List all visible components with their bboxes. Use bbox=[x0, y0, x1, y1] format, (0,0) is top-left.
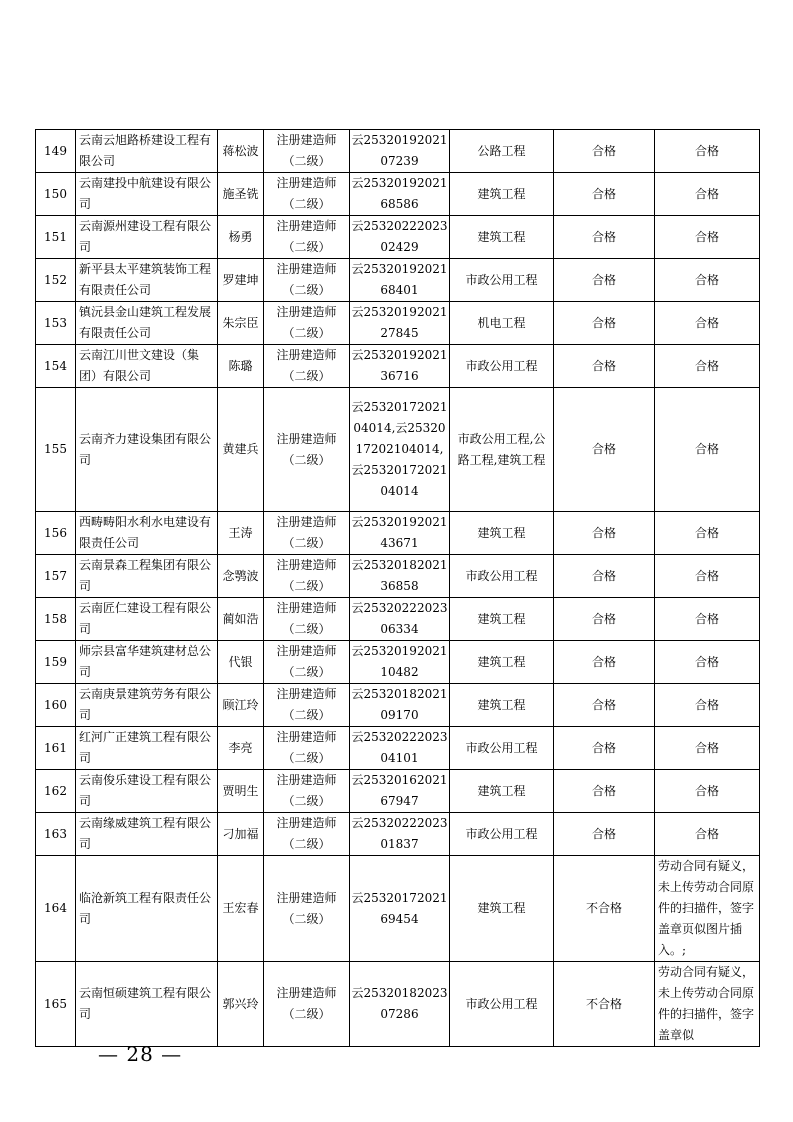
table-row bbox=[36, 770, 760, 813]
specialty: 建筑工程 bbox=[450, 856, 554, 962]
registration-number: 云2532018202109170 bbox=[350, 684, 450, 727]
person-name: 黄建兵 bbox=[218, 388, 264, 512]
company-name: 云南源州建设工程有限公司 bbox=[76, 216, 218, 259]
table-row bbox=[36, 130, 760, 173]
table-row bbox=[36, 856, 760, 962]
certificate-type: 注册建造师（二级） bbox=[264, 130, 350, 173]
row-number: 157 bbox=[36, 555, 76, 598]
specialty: 公路工程 bbox=[450, 130, 554, 173]
inspection-result: 合格 bbox=[655, 345, 760, 388]
table-row bbox=[36, 598, 760, 641]
table-row bbox=[36, 727, 760, 770]
specialty: 建筑工程 bbox=[450, 641, 554, 684]
specialty: 市政公用工程 bbox=[450, 259, 554, 302]
person-name: 刁加福 bbox=[218, 813, 264, 856]
company-name: 镇沅县金山建筑工程发展有限责任公司 bbox=[76, 302, 218, 345]
registration-number: 云2532019202136716 bbox=[350, 345, 450, 388]
table-row bbox=[36, 512, 760, 555]
inspection-result: 合格 bbox=[655, 684, 760, 727]
table-row bbox=[36, 388, 760, 512]
certificate-type: 注册建造师（二级） bbox=[264, 345, 350, 388]
verification-result: 合格 bbox=[554, 598, 655, 641]
row-number: 165 bbox=[36, 962, 76, 1047]
row-number: 150 bbox=[36, 173, 76, 216]
certificate-type: 注册建造师（二级） bbox=[264, 770, 350, 813]
verification-result: 合格 bbox=[554, 813, 655, 856]
table-row bbox=[36, 813, 760, 856]
row-number: 156 bbox=[36, 512, 76, 555]
registration-number: 云2532016202167947 bbox=[350, 770, 450, 813]
row-number: 153 bbox=[36, 302, 76, 345]
specialty: 市政公用工程 bbox=[450, 345, 554, 388]
row-number: 155 bbox=[36, 388, 76, 512]
company-name: 云南云旭路桥建设工程有限公司 bbox=[76, 130, 218, 173]
row-number: 149 bbox=[36, 130, 76, 173]
registration-number: 云2532022202302429 bbox=[350, 216, 450, 259]
person-name: 施圣铣 bbox=[218, 173, 264, 216]
person-name: 王涛 bbox=[218, 512, 264, 555]
verification-result: 合格 bbox=[554, 388, 655, 512]
row-number: 160 bbox=[36, 684, 76, 727]
registration-number: 云2532018202307286 bbox=[350, 962, 450, 1047]
certificate-type: 注册建造师（二级） bbox=[264, 856, 350, 962]
specialty: 建筑工程 bbox=[450, 173, 554, 216]
verification-result: 合格 bbox=[554, 130, 655, 173]
verification-result: 合格 bbox=[554, 727, 655, 770]
certificate-type: 注册建造师（二级） bbox=[264, 388, 350, 512]
verification-result: 合格 bbox=[554, 512, 655, 555]
page-number: — 28 — bbox=[98, 1042, 183, 1066]
table-row bbox=[36, 684, 760, 727]
company-name: 师宗县富华建筑建材总公司 bbox=[76, 641, 218, 684]
specialty: 建筑工程 bbox=[450, 770, 554, 813]
person-name: 杨勇 bbox=[218, 216, 264, 259]
table-row bbox=[36, 641, 760, 684]
row-number: 163 bbox=[36, 813, 76, 856]
table-row bbox=[36, 173, 760, 216]
verification-result: 合格 bbox=[554, 555, 655, 598]
verification-result: 合格 bbox=[554, 259, 655, 302]
inspection-result: 劳动合同有疑义，未上传劳动合同原件的扫描件，签字盖章页似图片插入。; bbox=[655, 856, 760, 962]
company-name: 临沧新筑工程有限责任公司 bbox=[76, 856, 218, 962]
row-number: 154 bbox=[36, 345, 76, 388]
inspection-result: 合格 bbox=[655, 727, 760, 770]
person-name: 顾江玲 bbox=[218, 684, 264, 727]
registration-number: 云2532022202304101 bbox=[350, 727, 450, 770]
row-number: 151 bbox=[36, 216, 76, 259]
person-name: 贾明生 bbox=[218, 770, 264, 813]
company-name: 云南江川世文建设（集团）有限公司 bbox=[76, 345, 218, 388]
verification-result: 合格 bbox=[554, 216, 655, 259]
verification-result: 合格 bbox=[554, 770, 655, 813]
certificate-type: 注册建造师（二级） bbox=[264, 598, 350, 641]
registration-number: 云2532018202136858 bbox=[350, 555, 450, 598]
certificate-type: 注册建造师（二级） bbox=[264, 641, 350, 684]
verification-result: 合格 bbox=[554, 173, 655, 216]
company-name: 云南庚景建筑劳务有限公司 bbox=[76, 684, 218, 727]
company-name: 云南齐力建设集团有限公司 bbox=[76, 388, 218, 512]
specialty: 建筑工程 bbox=[450, 512, 554, 555]
registration-number: 云2532019202127845 bbox=[350, 302, 450, 345]
registration-number: 云2532017202104014,云2532017202104014,云2532017202104014 bbox=[350, 388, 450, 512]
inspection-result: 合格 bbox=[655, 770, 760, 813]
row-number: 152 bbox=[36, 259, 76, 302]
person-name: 蔺如浩 bbox=[218, 598, 264, 641]
table-row bbox=[36, 555, 760, 598]
person-name: 罗建坤 bbox=[218, 259, 264, 302]
certificate-type: 注册建造师（二级） bbox=[264, 302, 350, 345]
certificate-type: 注册建造师（二级） bbox=[264, 684, 350, 727]
person-name: 郭兴玲 bbox=[218, 962, 264, 1047]
inspection-result: 劳动合同有疑义，未上传劳动合同原件的扫描件，签字盖章似 bbox=[655, 962, 760, 1047]
specialty: 建筑工程 bbox=[450, 216, 554, 259]
company-name: 云南建投中航建设有限公司 bbox=[76, 173, 218, 216]
specialty: 建筑工程 bbox=[450, 684, 554, 727]
company-name: 红河广正建筑工程有限公司 bbox=[76, 727, 218, 770]
person-name: 王宏春 bbox=[218, 856, 264, 962]
verification-result: 不合格 bbox=[554, 962, 655, 1047]
specialty: 市政公用工程 bbox=[450, 555, 554, 598]
inspection-result: 合格 bbox=[655, 173, 760, 216]
company-name: 云南景森工程集团有限公司 bbox=[76, 555, 218, 598]
inspection-result: 合格 bbox=[655, 302, 760, 345]
verification-result: 合格 bbox=[554, 345, 655, 388]
table-body bbox=[36, 130, 760, 1047]
person-name: 朱宗臣 bbox=[218, 302, 264, 345]
certificate-type: 注册建造师（二级） bbox=[264, 727, 350, 770]
row-number: 159 bbox=[36, 641, 76, 684]
certificate-type: 注册建造师（二级） bbox=[264, 173, 350, 216]
table-row bbox=[36, 345, 760, 388]
specialty: 机电工程 bbox=[450, 302, 554, 345]
person-name: 代银 bbox=[218, 641, 264, 684]
verification-result: 合格 bbox=[554, 302, 655, 345]
inspection-result: 合格 bbox=[655, 598, 760, 641]
row-number: 162 bbox=[36, 770, 76, 813]
row-number: 164 bbox=[36, 856, 76, 962]
inspection-results-table bbox=[35, 129, 760, 1047]
registration-number: 云2532019202168401 bbox=[350, 259, 450, 302]
registration-number: 云2532022202301837 bbox=[350, 813, 450, 856]
person-name: 念鹗波 bbox=[218, 555, 264, 598]
table-row bbox=[36, 216, 760, 259]
row-number: 158 bbox=[36, 598, 76, 641]
certificate-type: 注册建造师（二级） bbox=[264, 512, 350, 555]
registration-number: 云2532017202169454 bbox=[350, 856, 450, 962]
specialty: 市政公用工程 bbox=[450, 727, 554, 770]
registration-number: 云2532019202107239 bbox=[350, 130, 450, 173]
verification-result: 合格 bbox=[554, 641, 655, 684]
company-name: 云南恒硕建筑工程有限公司 bbox=[76, 962, 218, 1047]
certificate-type: 注册建造师（二级） bbox=[264, 962, 350, 1047]
registration-number: 云2532022202306334 bbox=[350, 598, 450, 641]
specialty: 市政公用工程 bbox=[450, 962, 554, 1047]
company-name: 云南匠仁建设工程有限公司 bbox=[76, 598, 218, 641]
certificate-type: 注册建造师（二级） bbox=[264, 216, 350, 259]
inspection-result: 合格 bbox=[655, 216, 760, 259]
specialty: 建筑工程 bbox=[450, 598, 554, 641]
person-name: 李亮 bbox=[218, 727, 264, 770]
verification-result: 合格 bbox=[554, 684, 655, 727]
table-row bbox=[36, 259, 760, 302]
certificate-type: 注册建造师（二级） bbox=[264, 259, 350, 302]
table-row bbox=[36, 962, 760, 1047]
specialty: 市政公用工程 bbox=[450, 813, 554, 856]
registration-number: 云2532019202110482 bbox=[350, 641, 450, 684]
inspection-result: 合格 bbox=[655, 259, 760, 302]
inspection-result: 合格 bbox=[655, 641, 760, 684]
certificate-type: 注册建造师（二级） bbox=[264, 555, 350, 598]
company-name: 云南俊乐建设工程有限公司 bbox=[76, 770, 218, 813]
company-name: 新平县太平建筑装饰工程有限责任公司 bbox=[76, 259, 218, 302]
company-name: 西畴畴阳水利水电建设有限责任公司 bbox=[76, 512, 218, 555]
person-name: 蒋松波 bbox=[218, 130, 264, 173]
inspection-result: 合格 bbox=[655, 388, 760, 512]
inspection-result: 合格 bbox=[655, 555, 760, 598]
person-name: 陈璐 bbox=[218, 345, 264, 388]
certificate-type: 注册建造师（二级） bbox=[264, 813, 350, 856]
row-number: 161 bbox=[36, 727, 76, 770]
registration-number: 云2532019202143671 bbox=[350, 512, 450, 555]
registration-number: 云2532019202168586 bbox=[350, 173, 450, 216]
inspection-result: 合格 bbox=[655, 130, 760, 173]
inspection-result: 合格 bbox=[655, 512, 760, 555]
verification-result: 不合格 bbox=[554, 856, 655, 962]
company-name: 云南缘威建筑工程有限公司 bbox=[76, 813, 218, 856]
inspection-result: 合格 bbox=[655, 813, 760, 856]
table-row bbox=[36, 302, 760, 345]
specialty: 市政公用工程,公路工程,建筑工程 bbox=[450, 388, 554, 512]
